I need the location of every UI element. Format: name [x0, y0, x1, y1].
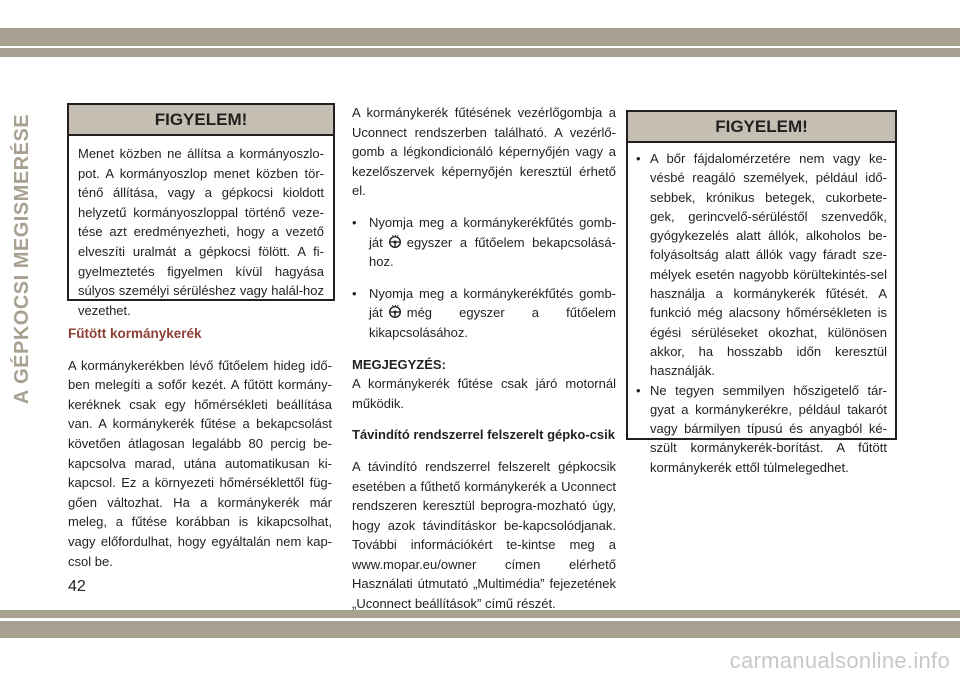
section-heading-heated-wheel: Fűtött kormánykerék: [68, 326, 202, 341]
warning-box-steering-column: [67, 103, 335, 318]
warning-title: FIGYELEM!: [628, 112, 895, 143]
paragraph-control-intro: A kormánykerék fűtésének vezérlőgombja a Uconnect rendszerben található. A vezérlő-gomb a légkondicionáló képernyőjén vagy a kezelőszervek képernyőjén keresztül érhető el.: [352, 105, 616, 199]
list-item: [636, 381, 887, 477]
bullet-dot: •: [352, 285, 357, 301]
watermark: carmanualsonline.info: [729, 648, 950, 673]
section-heading-remote-start: Távindító rendszerrel felszerelt gépko-csik: [352, 427, 615, 443]
note-heading: MEGJEGYZÉS:: [352, 356, 446, 372]
list-item: [352, 284, 616, 343]
column-heated-wheel: [68, 324, 332, 583]
list-item: [352, 213, 616, 272]
paragraph-remote-start: A távindító rendszerrel felszerelt gépkocsik esetében a fűthető kormánykerék a Uconnect rendszeren keresztül beprogra-mozható úgy, hogy azok távindításkor be-kapcsolódjanak. További információkért te-kintse meg a www.mopar.eu/owner címen elérhető Használati útmutató „Multimédia” fejezetének „Uconnect beállítások” című részét.: [352, 458, 616, 612]
paragraph-heated-wheel: A kormánykerékben lévő fűtőelem hideg idő-ben melegíti a sofőr kezét. A fűtött kormány-keréknek csak egy hőmérsékleti beállítása van. A kormánykerék fűtése a bekapcsolást követően átlagosan legalább 80 percig be-kapcsolva marad, utána automatikusan ki-kapcsol. Ez a környezeti hőmérséklettől füg-gően változhat. Ha a kormánykerék már meleg, a fűtése korábban is kikapcsolhat, vagy előfordulhat, hogy egyáltalán nem kap-csol be.: [68, 357, 332, 569]
section-side-title: A GÉPKOCSI MEGISMERÉSE: [11, 113, 33, 405]
warning-text: Menet közben ne állítsa a kormányoszlo-pot. A kormányoszlop menet közben tör-ténő állítása, vagy a gépkocsi kioldott helyzetű kormányoszloppal történő veze-tése azt eredményezheti, hogy a vezető elveszíti uralmát a gépkocsi fölött. A fi-gyelmeztetés figyelmen kívül hagyása súlyos személyi sérüléshez vagy halál-hoz vezethet.: [78, 146, 324, 318]
warning-text: [628, 143, 895, 483]
bullet-dot: •: [352, 214, 357, 230]
page-number: 42: [68, 578, 86, 595]
column-controls: [352, 103, 616, 626]
bullet-text-start: Nyomja meg a kormánykerékfűtés gomb-ját: [369, 285, 616, 321]
bullet-dot: •: [636, 151, 641, 166]
list-item: [636, 149, 887, 381]
warning-bullet-text: Ne tegyen semmilyen hőszigetelő tár-gyat a kormánykerékre, például takarót vagy bármilyen típusú és anyagból ké-szült kormánykerék-borítást. A fűtött kormánykerék ettől túlmelegedhet.: [650, 382, 887, 475]
heated-steering-wheel-icon: [387, 235, 403, 249]
bullet-text-end: még egyszer a fűtőelem kikapcsolásához.: [369, 305, 616, 340]
bullet-dot: •: [636, 382, 641, 398]
warning-bullet-text: A bőr fájdalomérzetére nem vagy ke-vésbé reagáló személyek, például idő-sebbek, krónikus betegek, cukorbete-gek, gerincvelő-sérüléstől szenvedők, gyógykezelés alatt állók, alkoholos be-folyásoltság alatt állók vagy fáradt sze-mélyek esetén nagyobb körültekintés-sel használja a kormánykerék fűtését. A funkció még alacsony hőmérsékleten is égési sérüléseket okozhat, különösen akkor, ha hosszabb időn keresztül használják.: [650, 151, 887, 379]
heated-steering-wheel-icon: [387, 305, 403, 319]
top-decorative-band: [0, 0, 960, 46]
bullet-text-start: Nyomja meg a kormánykerékfűtés gomb-ját: [369, 214, 616, 250]
warning-title: FIGYELEM!: [69, 105, 333, 136]
warning-box-heated-wheel: [626, 110, 897, 475]
note-text: A kormánykerék fűtése csak járó motornál működik.: [352, 376, 616, 411]
bullet-text-end: egyszer a fűtőelem bekapcsolásá-hoz.: [369, 234, 616, 270]
